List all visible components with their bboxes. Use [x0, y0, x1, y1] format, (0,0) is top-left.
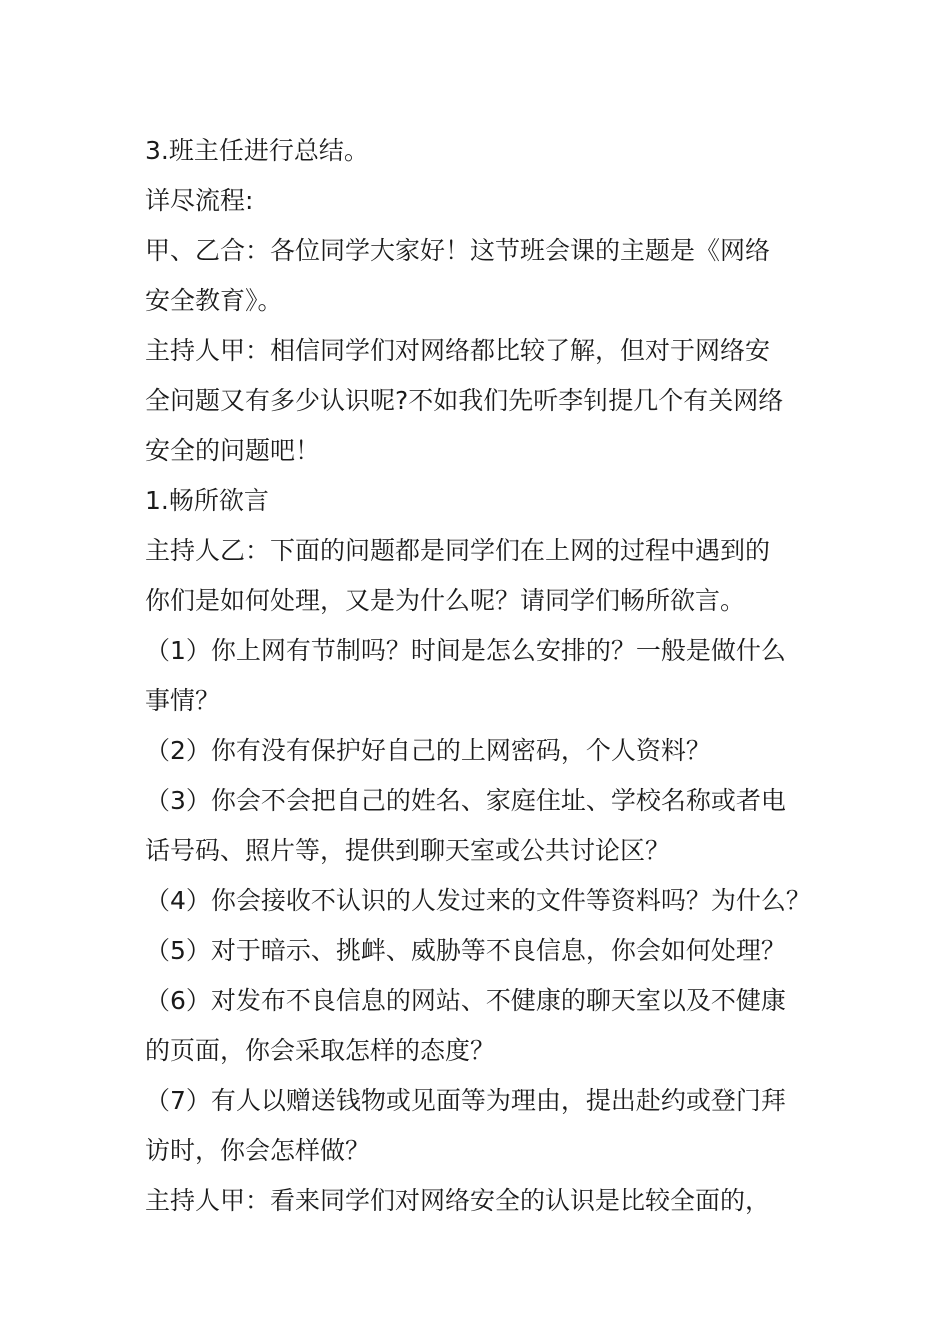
question-line: （6）对发布不良信息的网站、不健康的聊天室以及不健康: [145, 986, 786, 1015]
question-line: （2）你有没有保护好自己的上网密码，个人资料？: [145, 736, 711, 765]
text-line: 主持人乙：下面的问题都是同学们在上网的过程中遇到的: [145, 536, 771, 565]
question-line: 事情？: [145, 686, 221, 715]
document-body: [145, 126, 825, 1226]
text-line: 主持人甲：看来同学们对网络安全的认识是比较全面的，: [145, 1186, 771, 1215]
text-line: 安全的问题吧！: [145, 436, 321, 465]
question-line: （1）你上网有节制吗？时间是怎么安排的？一般是做什么: [145, 636, 786, 665]
text-line-summary: 3.班主任进行总结。: [145, 136, 369, 165]
text-line: 全问题又有多少认识呢?不如我们先听李钊提几个有关网络: [145, 386, 784, 415]
question-line: 话号码、照片等，提供到聊天室或公共讨论区？: [145, 836, 671, 865]
question-line: 的页面，你会采取怎样的态度？: [145, 1036, 496, 1065]
text-line: 你们是如何处理，又是为什么呢？请同学们畅所欲言。: [145, 586, 746, 615]
question-line: 访时，你会怎样做？: [145, 1136, 371, 1165]
text-line: 甲、乙合：各位同学大家好！这节班会课的主题是《网络: [145, 236, 771, 265]
question-line: （4）你会接收不认识的人发过来的文件等资料吗？为什么？: [145, 886, 811, 915]
text-line-process-heading: 详尽流程:: [145, 186, 254, 215]
text-line: 安全教育》。: [145, 286, 283, 315]
text-line: 主持人甲：相信同学们对网络都比较了解，但对于网络安: [145, 336, 771, 365]
question-line: （3）你会不会把自己的姓名、家庭住址、学校名称或者电: [145, 786, 786, 815]
question-line: （7）有人以赠送钱物或见面等为理由，提出赴约或登门拜: [145, 1086, 786, 1115]
text-line-section-heading: 1.畅所欲言: [145, 486, 269, 515]
question-line: （5）对于暗示、挑衅、威胁等不良信息，你会如何处理？: [145, 936, 786, 965]
